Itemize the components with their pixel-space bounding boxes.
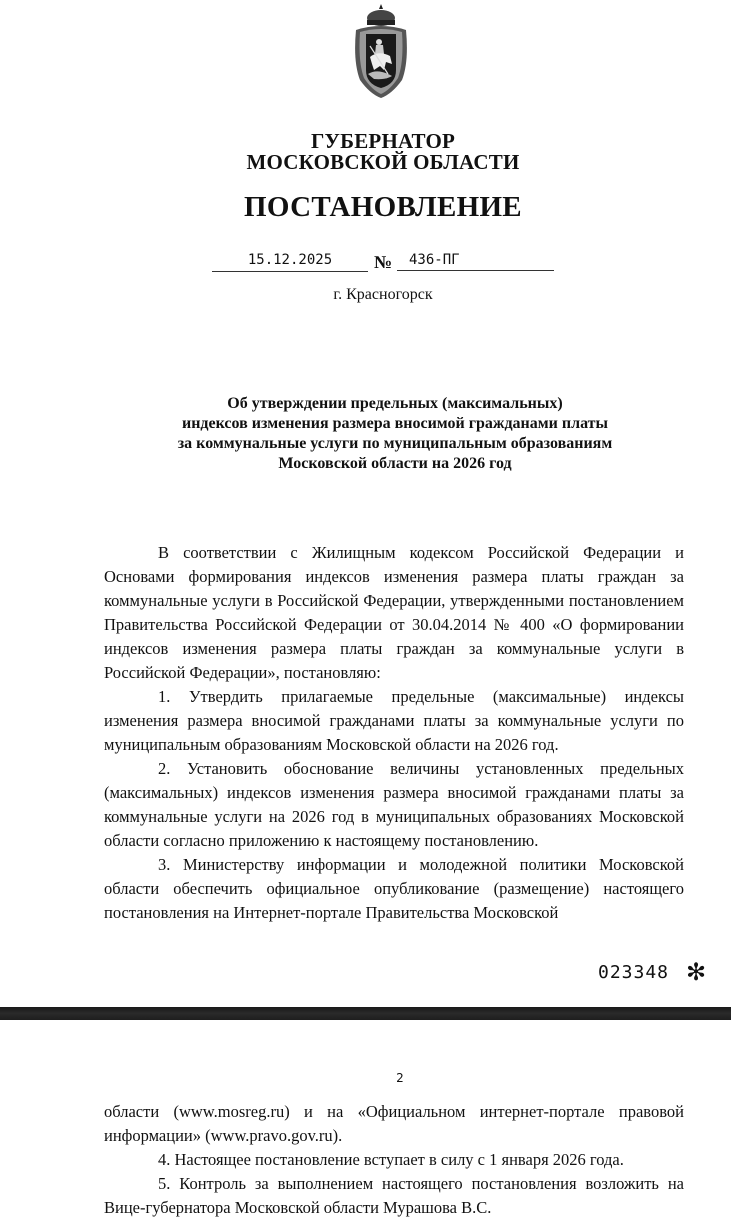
page-number: 2 xyxy=(396,1071,404,1085)
preamble-paragraph: В соответствии с Жилищным кодексом Российской Федерации и Основами формирования индексов изменения размера платы граждан за коммунальные услуги в Российской Федерации, утвержденными постановлением Правительства Российской Федерации от 30.04.2014 № 400 «О формировании индексов изменения размера платы граждан за коммунальные услуги в Российской Федерации», постановляю: xyxy=(104,543,684,682)
clause-3: 3. Министерству информации и молодежной политики Московской области обеспечить официальное опубликование (размещение) настоящего постановления на Интернет-портале Правительства Московской xyxy=(104,855,684,922)
coat-of-arms-icon xyxy=(350,2,412,100)
issuer-title-line-1: ГУБЕРНАТОР xyxy=(310,129,456,153)
document-body xyxy=(104,541,684,925)
clause-5: 5. Контроль за выполнением настоящего постановления возложить на Вице-губернатора Московской области Мурашова В.С. xyxy=(104,1174,684,1217)
document-number: 436-ПГ xyxy=(397,250,554,271)
document-date: 15.12.2025 xyxy=(212,250,368,272)
document-subject xyxy=(100,394,690,474)
document-page-2 xyxy=(0,1020,731,1229)
subject-line: Московской области на 2026 год xyxy=(278,455,512,472)
document-type: ПОСТАНОВЛЕНИЕ xyxy=(244,191,522,223)
serial-number: 023348 xyxy=(598,962,670,983)
clause-1: 1. Утвердить прилагаемые предельные (максимальные) индексы изменения размера вносимой гражданами платы за коммунальные услуги по муниципальным образованиям Московской области на 2026 год. xyxy=(104,687,684,754)
clause-3-continued: области (www.mosreg.ru) и на «Официальном интернет-портале правовой информации» (www.pravo.gov.ru). xyxy=(104,1102,684,1145)
issuer-title-line-2: МОСКОВСКОЙ ОБЛАСТИ xyxy=(246,150,520,174)
subject-line: Об утверждении предельных (максимальных) xyxy=(227,395,563,412)
clause-2: 2. Установить обоснование величины установленных предельных (максимальных) индексов изменения размера вносимой гражданами платы за коммунальные услуги на 2026 год в муниципальных образованиях Московской области согласно приложению к настоящему постановлению. xyxy=(104,759,684,850)
issue-city: г. Красногорск xyxy=(333,286,433,303)
number-sign: № xyxy=(374,252,393,272)
document-body-continued xyxy=(104,1100,684,1220)
clause-4: 4. Настоящее постановление вступает в силу с 1 января 2026 года. xyxy=(158,1150,624,1169)
subject-line: за коммунальные услуги по муниципальным образованиям xyxy=(177,435,613,452)
page-separator xyxy=(0,1007,731,1020)
asterisk-mark-icon: ✻ xyxy=(686,958,707,986)
subject-line: индексов изменения размера вносимой гражданами платы xyxy=(181,415,609,432)
